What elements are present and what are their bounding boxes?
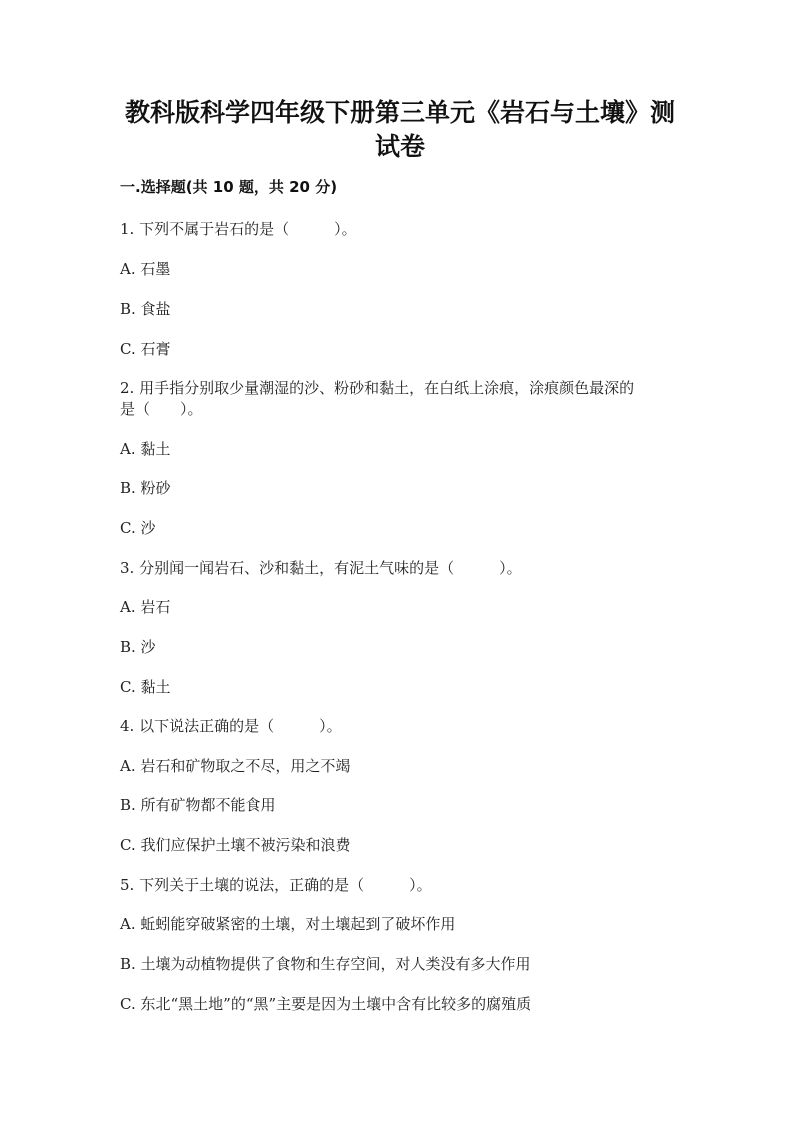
question-3-option-c: C. 黏土 xyxy=(120,678,171,696)
question-2-stem-line-2: 是（ ）。 xyxy=(120,400,203,418)
question-4-option-c: C. 我们应保护土壤不被污染和浪费 xyxy=(120,836,351,854)
question-1-option-b: B. 食盐 xyxy=(120,300,171,318)
question-2-option-b: B. 粉砂 xyxy=(120,479,171,497)
question-1-option-a: A. 石墨 xyxy=(120,260,171,278)
question-4-option-b: B. 所有矿物都不能食用 xyxy=(120,796,276,814)
exam-title-line-2: 试卷 xyxy=(374,132,425,161)
question-5-stem: 5. 下列关于土壤的说法，正确的是（ ）。 xyxy=(120,876,432,894)
question-2-stem-line-1: 2. 用手指分别取少量潮湿的沙、粉砂和黏土，在白纸上涂痕，涂痕颜色最深的 xyxy=(120,379,635,397)
question-1-stem: 1. 下列不属于岩石的是（ ）。 xyxy=(120,220,357,238)
section-heading: 一.选择题(共 10 题，共 20 分) xyxy=(120,178,338,196)
question-2-option-a: A. 黏土 xyxy=(120,440,171,458)
question-4-option-a: A. 岩石和矿物取之不尽，用之不竭 xyxy=(120,757,351,775)
question-2-option-c: C. 沙 xyxy=(120,519,156,537)
question-1-option-c: C. 石膏 xyxy=(120,340,171,358)
question-5-option-b: B. 土壤为动植物提供了食物和生存空间，对人类没有多大作用 xyxy=(120,955,531,973)
question-3-stem: 3. 分别闻一闻岩石、沙和黏土，有泥土气味的是（ ）。 xyxy=(120,559,522,577)
question-5-option-a: A. 蚯蚓能穿破紧密的土壤，对土壤起到了破坏作用 xyxy=(120,915,456,933)
exam-title-line-1: 教科版科学四年级下册第三单元《岩石与土壤》测 xyxy=(124,98,675,127)
question-4-stem: 4. 以下说法正确的是（ ）。 xyxy=(120,717,342,735)
question-5-option-c: C. 东北“黑土地”的“黑”主要是因为土壤中含有比较多的腐殖质 xyxy=(120,995,532,1013)
question-3-option-b: B. 沙 xyxy=(120,638,156,656)
question-3-option-a: A. 岩石 xyxy=(120,598,171,616)
